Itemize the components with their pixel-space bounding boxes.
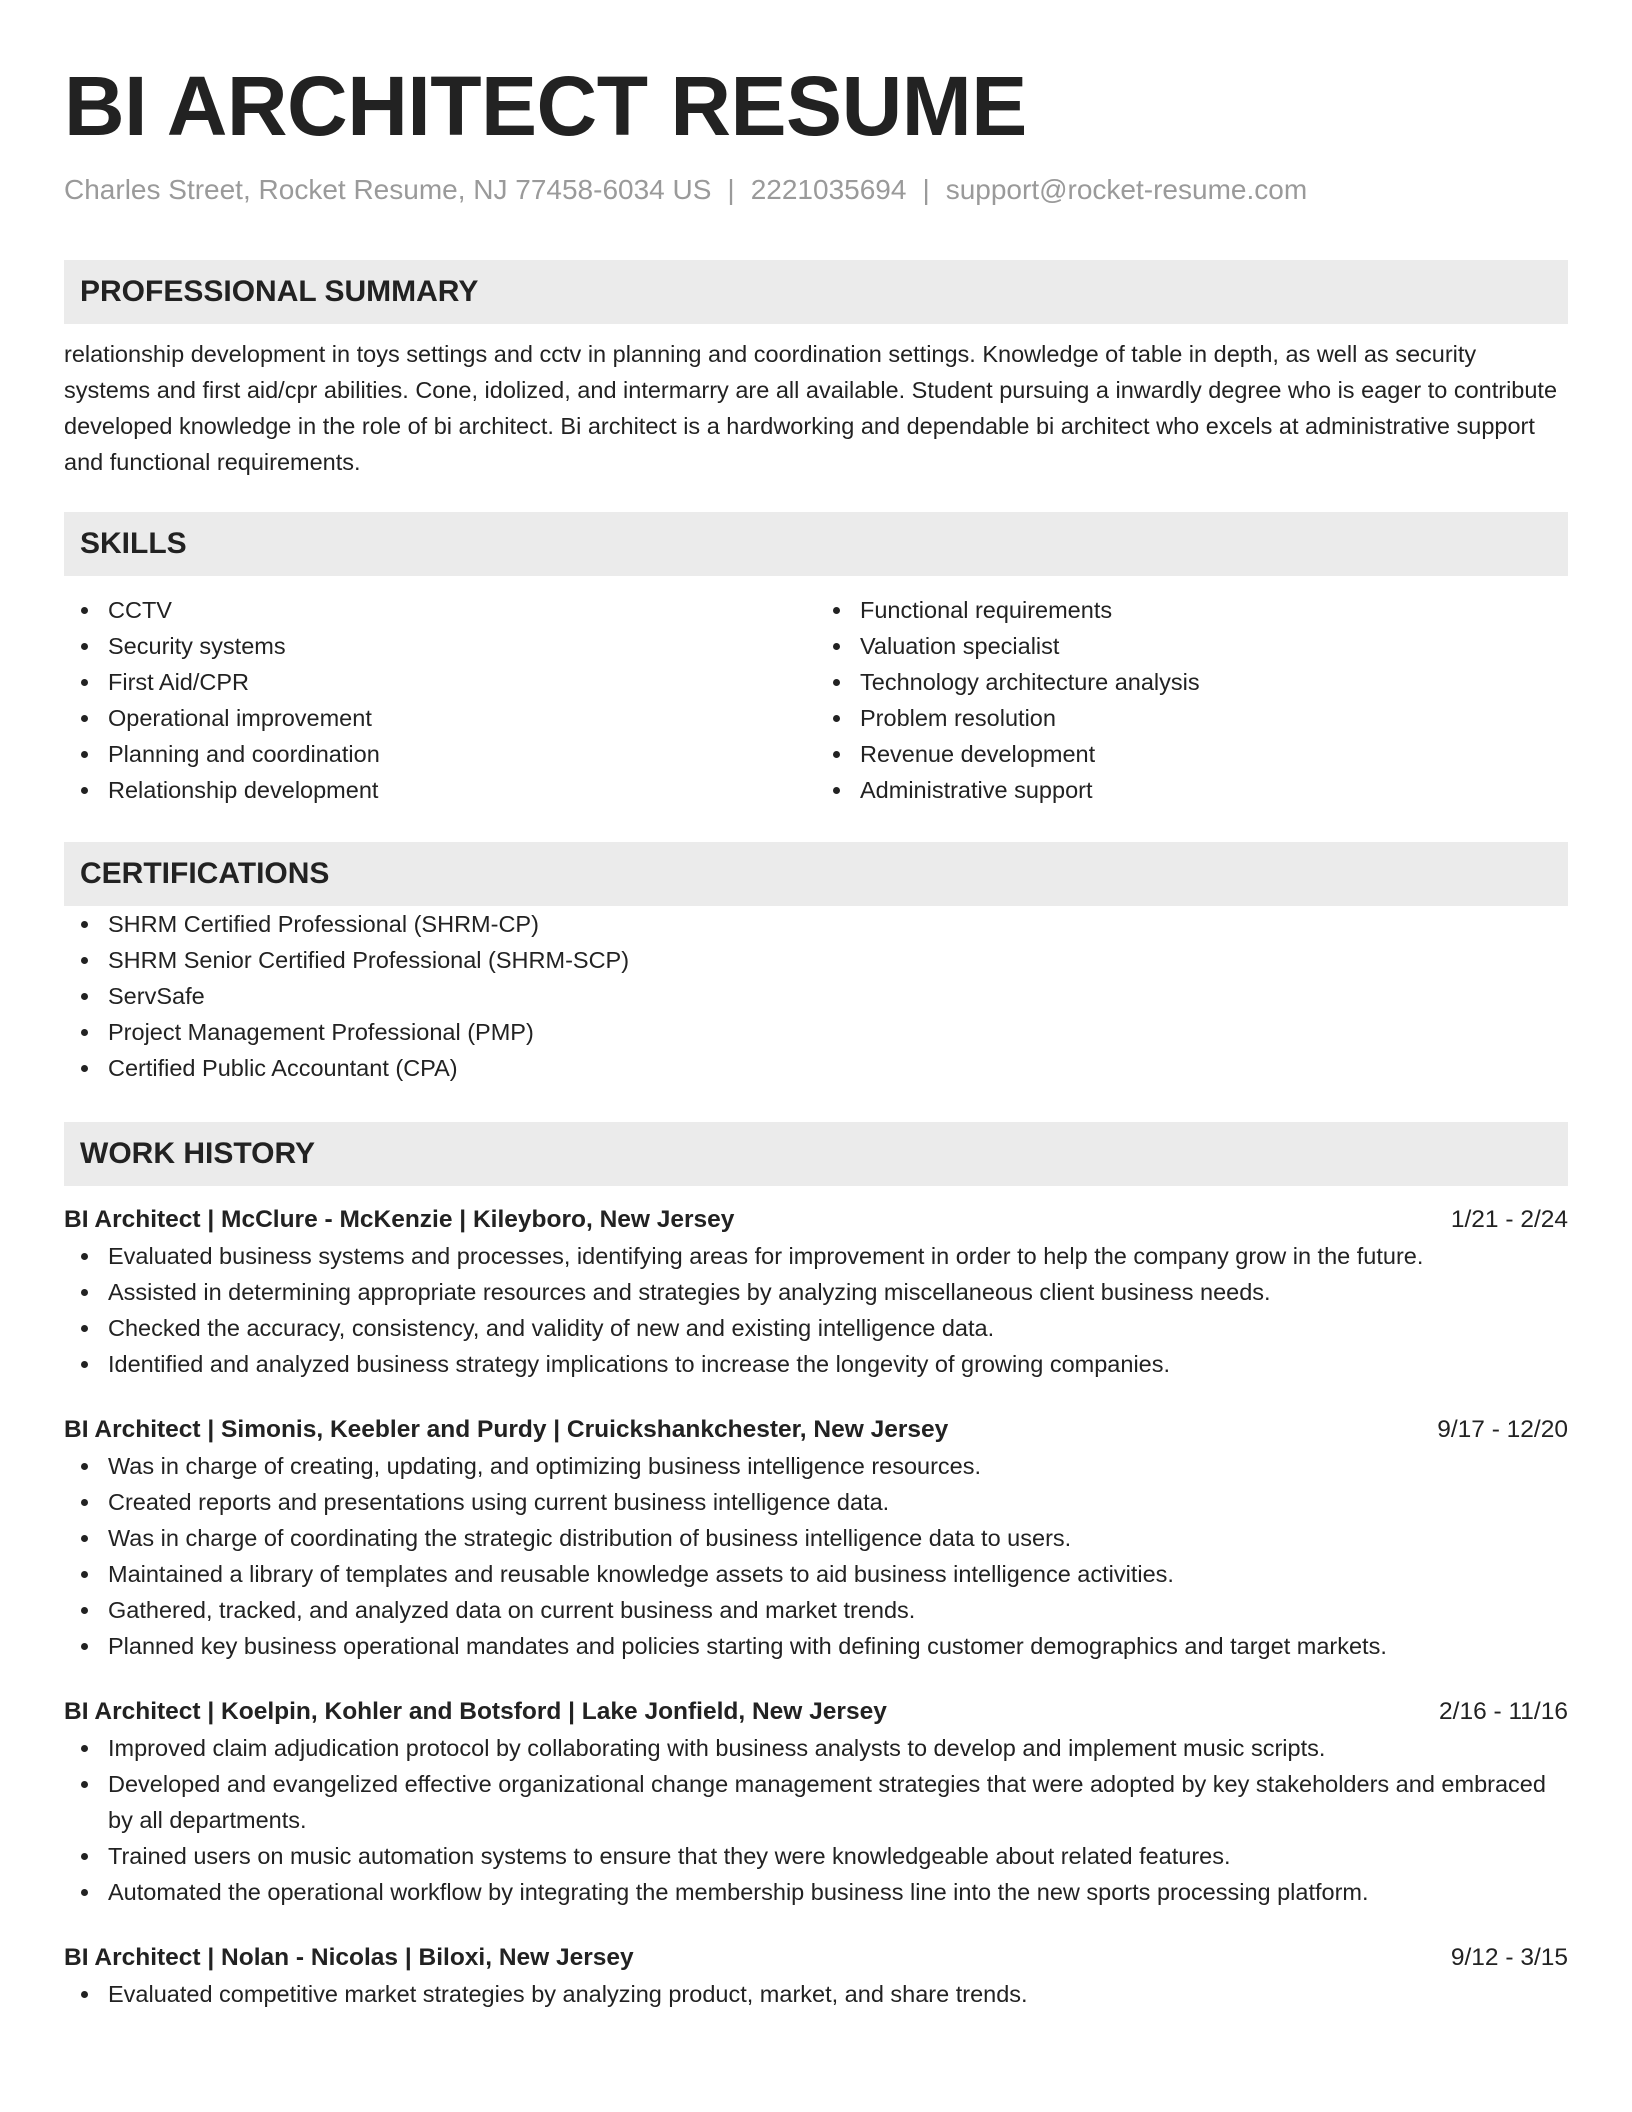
job-header bbox=[64, 1202, 1568, 1238]
skills-column-left bbox=[64, 592, 816, 808]
job-entry bbox=[64, 1694, 1568, 1910]
job-header bbox=[64, 1940, 1568, 1976]
job-bullets bbox=[64, 1730, 1568, 1910]
job-bullet: Improved claim adjudication protocol by collaborating with business analysts to develop and implement music scripts. bbox=[64, 1730, 1568, 1766]
skill-item: Revenue development bbox=[816, 736, 1568, 772]
skills-heading: SKILLS bbox=[64, 512, 1568, 576]
job-bullet: Gathered, tracked, and analyzed data on current business and market trends. bbox=[64, 1592, 1568, 1628]
skill-item: Valuation specialist bbox=[816, 628, 1568, 664]
skill-item: Operational improvement bbox=[64, 700, 816, 736]
job-bullet: Developed and evangelized effective organizational change management strategies that were adopted by key stakeholders and embraced by all departments. bbox=[64, 1766, 1568, 1838]
job-bullet: Maintained a library of templates and reusable knowledge assets to aid business intelligence activities. bbox=[64, 1556, 1568, 1592]
summary-text: relationship development in toys settings and cctv in planning and coordination settings. Knowledge of table in depth, as well as security systems and first aid/cpr abilities. Cone, idolized, and intermarry are all available. Student pursuing a inwardly degree who is eager to contribute developed knowledge in the role of bi architect. Bi architect is a hardworking and dependable bi architect who excels at administrative support and functional requirements. bbox=[64, 341, 1558, 475]
skill-item: First Aid/CPR bbox=[64, 664, 816, 700]
resume-title: BI ARCHITECT RESUME bbox=[64, 59, 1027, 153]
job-bullet: Checked the accuracy, consistency, and validity of new and existing intelligence data. bbox=[64, 1310, 1568, 1346]
job-bullet: Was in charge of coordinating the strategic distribution of business intelligence data to users. bbox=[64, 1520, 1568, 1556]
skill-item: Security systems bbox=[64, 628, 816, 664]
job-header bbox=[64, 1412, 1568, 1448]
contact-line bbox=[64, 172, 1568, 208]
job-title: BI Architect | Nolan - Nicolas | Biloxi, New Jersey bbox=[64, 1944, 634, 1971]
job-title: BI Architect | Simonis, Keebler and Purdy | Cruickshankchester, New Jersey bbox=[64, 1416, 949, 1443]
job-title: BI Architect | McClure - McKenzie | Kileyboro, New Jersey bbox=[64, 1206, 735, 1233]
certification-item: SHRM Certified Professional (SHRM-CP) bbox=[64, 906, 1568, 942]
job-bullet: Created reports and presentations using current business intelligence data. bbox=[64, 1484, 1568, 1520]
skills-column-right bbox=[816, 592, 1568, 808]
job-bullet: Planned key business operational mandates and policies starting with defining customer demographics and target markets. bbox=[64, 1628, 1568, 1664]
job-entry bbox=[64, 1412, 1568, 1664]
job-bullets bbox=[64, 1238, 1568, 1382]
contact-email: support@rocket-resume.com bbox=[945, 174, 1308, 205]
skill-item: CCTV bbox=[64, 592, 816, 628]
job-bullets bbox=[64, 1976, 1568, 2012]
work-history-heading: WORK HISTORY bbox=[64, 1122, 1568, 1186]
certifications-list bbox=[64, 906, 1568, 1086]
skill-item: Technology architecture analysis bbox=[816, 664, 1568, 700]
certification-item: Certified Public Accountant (CPA) bbox=[64, 1050, 1568, 1086]
job-bullet: Was in charge of creating, updating, and optimizing business intelligence resources. bbox=[64, 1448, 1568, 1484]
job-bullet: Evaluated business systems and processes, identifying areas for improvement in order to help the company grow in the future. bbox=[64, 1238, 1568, 1274]
job-dates: 2/16 - 11/16 bbox=[1439, 1698, 1568, 1725]
job-dates: 1/21 - 2/24 bbox=[1450, 1206, 1568, 1233]
skill-item: Functional requirements bbox=[816, 592, 1568, 628]
skill-item: Administrative support bbox=[816, 772, 1568, 808]
skills-list-left bbox=[64, 592, 816, 808]
certification-item: SHRM Senior Certified Professional (SHRM-SCP) bbox=[64, 942, 1568, 978]
skill-item: Planning and coordination bbox=[64, 736, 816, 772]
job-entry bbox=[64, 1940, 1568, 2012]
job-bullet: Evaluated competitive market strategies by analyzing product, market, and share trends. bbox=[64, 1976, 1568, 2012]
job-bullet: Identified and analyzed business strategy implications to increase the longevity of growing companies. bbox=[64, 1346, 1568, 1382]
certification-item: ServSafe bbox=[64, 978, 1568, 1014]
job-dates: 9/17 - 12/20 bbox=[1437, 1416, 1568, 1443]
job-dates: 9/12 - 3/15 bbox=[1450, 1944, 1568, 1971]
contact-phone: 2221035694 bbox=[750, 174, 907, 205]
job-header bbox=[64, 1694, 1568, 1730]
contact-address: Charles Street, Rocket Resume, NJ 77458-6034 US bbox=[64, 174, 712, 205]
skills-list-right bbox=[816, 592, 1568, 808]
skill-item: Problem resolution bbox=[816, 700, 1568, 736]
certification-item: Project Management Professional (PMP) bbox=[64, 1014, 1568, 1050]
skills-columns bbox=[64, 592, 1568, 808]
skill-item: Relationship development bbox=[64, 772, 816, 808]
job-bullet: Trained users on music automation systems to ensure that they were knowledgeable about related features. bbox=[64, 1838, 1568, 1874]
job-bullet: Automated the operational workflow by integrating the membership business line into the new sports processing platform. bbox=[64, 1874, 1568, 1910]
certifications-heading: CERTIFICATIONS bbox=[64, 842, 1568, 906]
summary-heading: PROFESSIONAL SUMMARY bbox=[64, 260, 1568, 324]
job-title: BI Architect | Koelpin, Kohler and Botsford | Lake Jonfield, New Jersey bbox=[64, 1698, 887, 1725]
contact-separator: | bbox=[727, 174, 735, 205]
job-entry bbox=[64, 1202, 1568, 1382]
job-bullets bbox=[64, 1448, 1568, 1664]
contact-separator: | bbox=[922, 174, 930, 205]
job-bullet: Assisted in determining appropriate resources and strategies by analyzing miscellaneous client business needs. bbox=[64, 1274, 1568, 1310]
